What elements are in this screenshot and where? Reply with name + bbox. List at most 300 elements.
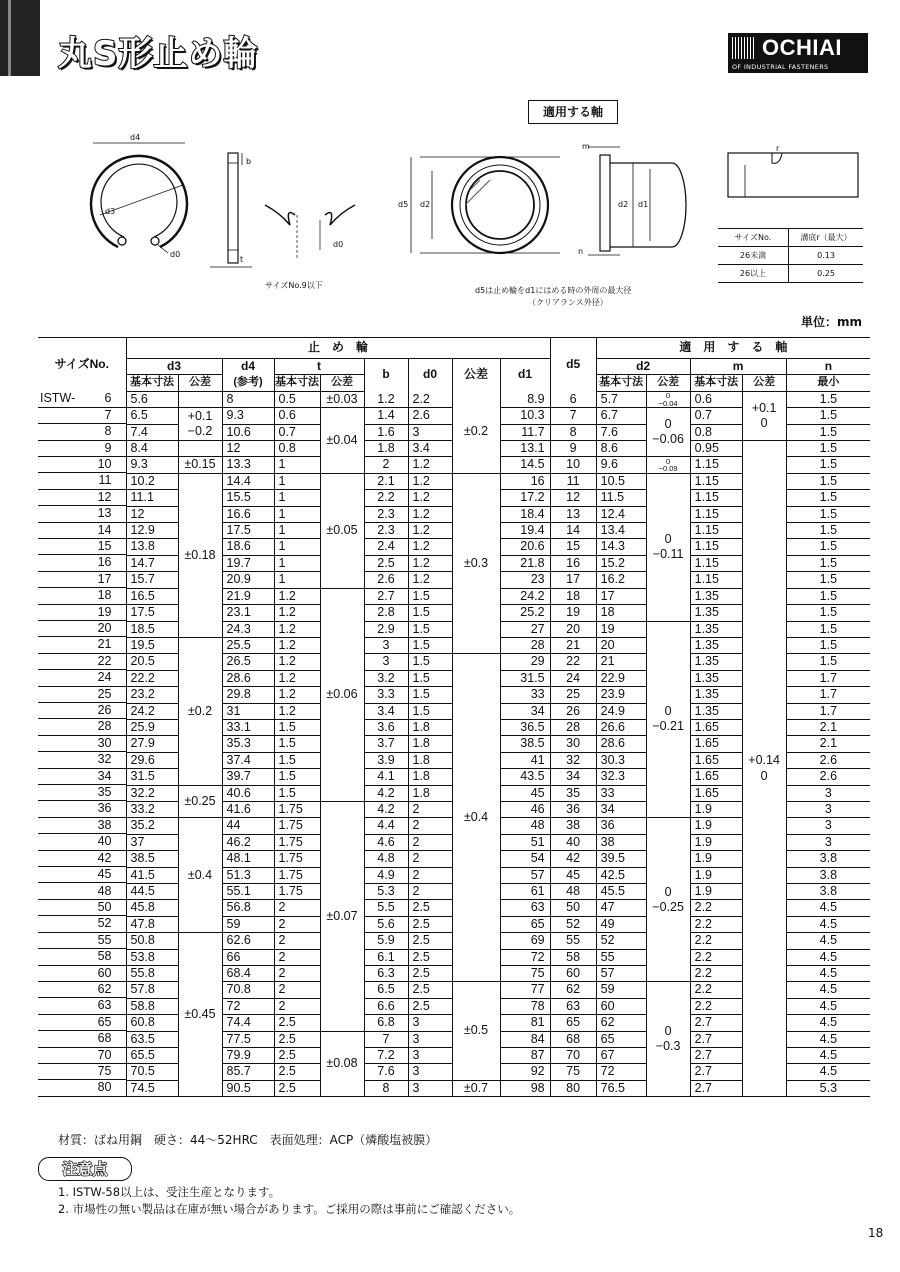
size-no-cell	[38, 654, 126, 670]
size-no-cell	[38, 1015, 126, 1031]
n-min-cell: 3	[786, 801, 870, 817]
b-cell: 6.6	[364, 998, 408, 1014]
d2-basic-cell: 24.9	[596, 703, 646, 719]
size-number: 25	[97, 686, 112, 701]
t-basic-cell: 1.2	[274, 621, 320, 637]
n-min-cell: 4.5	[786, 1015, 870, 1031]
m-basic-cell: 1.9	[690, 818, 742, 834]
size-no-cell	[38, 670, 126, 686]
d0-cell: 3	[408, 1015, 452, 1031]
label-r: r	[776, 144, 780, 153]
m-basic-cell: 2.2	[690, 949, 742, 965]
header-d3: d3	[126, 359, 222, 375]
b-cell: 4.9	[364, 867, 408, 883]
d5-cell: 29	[500, 654, 550, 670]
d3-basic-cell: 19.5	[126, 637, 178, 653]
header-t: t	[274, 359, 364, 375]
d3-basic-cell: 27.9	[126, 736, 178, 752]
size-no-cell	[38, 884, 126, 900]
d0-cell: 3.4	[408, 441, 452, 457]
size-no-cell	[38, 752, 126, 768]
n-min-cell: 2.1	[786, 736, 870, 752]
d5-cell: 27	[500, 621, 550, 637]
t-basic-cell: 1	[274, 473, 320, 489]
m-basic-cell: 0.95	[690, 441, 742, 457]
d1-cell: 65	[550, 1015, 596, 1031]
d5-cell: 23	[500, 572, 550, 588]
label-d0: d0	[170, 250, 181, 259]
d2-basic-cell: 8.6	[596, 441, 646, 457]
m-basic-cell: 1.65	[690, 719, 742, 735]
d3-basic-cell: 41.5	[126, 867, 178, 883]
applicable-shaft-label: 適用する軸	[528, 100, 618, 124]
spec-table-body	[38, 391, 870, 1096]
d4-cell: 17.5	[222, 523, 274, 539]
d2-basic-cell: 20	[596, 637, 646, 653]
d0-cell: 3	[408, 1064, 452, 1080]
n-min-cell: 1.5	[786, 555, 870, 571]
d3-basic-cell: 5.6	[126, 391, 178, 407]
d5-cell: 87	[500, 1048, 550, 1064]
d3-basic-cell: 44.5	[126, 884, 178, 900]
d3-basic-cell: 25.9	[126, 719, 178, 735]
t-basic-cell: 2	[274, 933, 320, 949]
d0-cell: 3	[408, 1031, 452, 1047]
d1-cell: 55	[550, 933, 596, 949]
size-number: 68	[97, 1031, 112, 1046]
d1-cell: 16	[550, 555, 596, 571]
t-basic-cell: 2	[274, 900, 320, 916]
b-cell: 3.4	[364, 703, 408, 719]
d0-cell: 3	[408, 1080, 452, 1096]
size-number: 48	[97, 883, 112, 898]
b-cell: 3.7	[364, 736, 408, 752]
b-cell: 7.2	[364, 1048, 408, 1064]
d1-cell: 68	[550, 1031, 596, 1047]
page-number: 18	[868, 1226, 884, 1240]
b-cell: 1.6	[364, 424, 408, 440]
m-basic-cell: 2.2	[690, 916, 742, 932]
note-item: 2. 市場性の無い製品は在庫が無い場合があります。ご採用の際は事前にご確認ください。	[58, 1202, 521, 1216]
size-no-cell	[38, 703, 126, 719]
d3-basic-cell: 58.8	[126, 998, 178, 1014]
size-no-cell	[38, 473, 126, 489]
d2-basic-cell: 65	[596, 1031, 646, 1047]
d3-basic-cell: 12.9	[126, 523, 178, 539]
d1-cell: 25	[550, 687, 596, 703]
d3-basic-cell: 33.2	[126, 801, 178, 817]
size-number: 34	[97, 768, 112, 783]
n-min-cell: 2.6	[786, 752, 870, 768]
d0-cell: 1.2	[408, 490, 452, 506]
size-no-cell	[38, 441, 126, 457]
header-d4: d4	[222, 359, 274, 375]
t-basic-cell: 1.2	[274, 654, 320, 670]
size-no-cell	[38, 621, 126, 637]
t-basic-cell: 0.7	[274, 424, 320, 440]
t-basic-cell: 2	[274, 949, 320, 965]
d2-basic-cell: 21	[596, 654, 646, 670]
size-number: 12	[97, 489, 112, 504]
d5-cell: 69	[500, 933, 550, 949]
t-tolerance-cell: ±0.06	[320, 588, 364, 801]
d2-basic-cell: 59	[596, 982, 646, 998]
d5-cell: 10.3	[500, 408, 550, 424]
b-cell: 4.6	[364, 834, 408, 850]
size-number: 18	[97, 588, 112, 603]
d5-cell: 41	[500, 752, 550, 768]
label-n: n	[578, 247, 584, 256]
t-basic-cell: 2	[274, 998, 320, 1014]
d2-basic-cell: 18	[596, 605, 646, 621]
size-no-cell	[38, 769, 126, 785]
d4-cell: 51.3	[222, 867, 274, 883]
company-logo	[728, 33, 868, 73]
d1-cell: 20	[550, 621, 596, 637]
d0-cell: 2	[408, 867, 452, 883]
m-basic-cell: 1.15	[690, 490, 742, 506]
n-min-cell: 1.5	[786, 391, 870, 407]
d5-cell: 18.4	[500, 506, 550, 522]
n-min-cell: 1.5	[786, 408, 870, 424]
d4-cell: 25.5	[222, 637, 274, 653]
d1-cell: 35	[550, 785, 596, 801]
d4-cell: 40.6	[222, 785, 274, 801]
size-no-cell	[38, 851, 126, 867]
size-number: 70	[97, 1047, 112, 1062]
ring-tolerance-cell: ±0.5	[452, 982, 500, 1080]
d3-basic-cell: 32.2	[126, 785, 178, 801]
size-number: 9	[104, 440, 112, 455]
d2-tolerance-line: 0	[664, 1023, 672, 1038]
d4-cell: 44	[222, 818, 274, 834]
d5-cell: 75	[500, 966, 550, 982]
d5-cell: 25.2	[500, 605, 550, 621]
d3-basic-cell: 16.5	[126, 588, 178, 604]
d4-cell: 72	[222, 998, 274, 1014]
d3-basic-cell: 31.5	[126, 769, 178, 785]
m-basic-cell: 2.2	[690, 998, 742, 1014]
d1-cell: 12	[550, 490, 596, 506]
n-min-cell: 1.5	[786, 523, 870, 539]
d3-basic-cell: 18.5	[126, 621, 178, 637]
d5-cell: 14.5	[500, 457, 550, 473]
d4-cell: 12	[222, 441, 274, 457]
t-basic-cell: 2	[274, 966, 320, 982]
m-basic-cell: 1.65	[690, 769, 742, 785]
d3-basic-cell: 10.2	[126, 473, 178, 489]
r-table-cell: 0.13	[789, 247, 864, 265]
b-cell: 2	[364, 457, 408, 473]
b-cell: 6.5	[364, 982, 408, 998]
size-number: 75	[97, 1063, 112, 1078]
d2-basic-cell: 16.2	[596, 572, 646, 588]
t-tolerance-cell: ±0.03	[320, 391, 364, 407]
size-number: 10	[97, 456, 112, 471]
d2-tolerance-cell	[646, 818, 690, 982]
d3-basic-cell: 9.3	[126, 457, 178, 473]
r-table-header-radius: 溝底r（最大）	[789, 229, 864, 247]
n-min-cell: 3.8	[786, 851, 870, 867]
d2-tolerance-cell	[646, 621, 690, 818]
size-number: 40	[97, 834, 112, 849]
d4-cell: 48.1	[222, 851, 274, 867]
n-min-cell: 1.5	[786, 424, 870, 440]
m-basic-cell: 1.9	[690, 851, 742, 867]
d0-cell: 2	[408, 884, 452, 900]
size-number: 19	[97, 604, 112, 619]
d2-basic-cell: 62	[596, 1015, 646, 1031]
d0-cell: 1.5	[408, 588, 452, 604]
d2-basic-cell: 72	[596, 1064, 646, 1080]
d0-cell: 1.5	[408, 637, 452, 653]
ring-tolerance-cell: ±0.7	[452, 1080, 500, 1096]
d3-tolerance-cell: ±0.25	[178, 785, 222, 818]
size-no-cell	[38, 982, 126, 998]
d3-basic-cell: 45.8	[126, 900, 178, 916]
d2-basic-cell: 6.7	[596, 408, 646, 424]
header-b: b	[364, 359, 408, 392]
d2-basic-cell: 38	[596, 834, 646, 850]
d5-cell: 57	[500, 867, 550, 883]
m-basic-cell: 2.2	[690, 933, 742, 949]
r-table-header-size: サイズNo.	[718, 229, 789, 247]
t-basic-cell: 1	[274, 572, 320, 588]
d3-basic-cell: 38.5	[126, 851, 178, 867]
d5-cell: 24.2	[500, 588, 550, 604]
t-basic-cell: 2.5	[274, 1015, 320, 1031]
d4-cell: 24.3	[222, 621, 274, 637]
t-basic-cell: 1.75	[274, 884, 320, 900]
d1-cell: 22	[550, 654, 596, 670]
label-d4: d4	[130, 133, 141, 142]
size-number: 55	[97, 932, 112, 947]
t-basic-cell: 2.5	[274, 1031, 320, 1047]
d1-cell: 40	[550, 834, 596, 850]
t-basic-cell: 1.5	[274, 752, 320, 768]
t-basic-cell: 1.2	[274, 703, 320, 719]
n-min-cell: 3	[786, 785, 870, 801]
t-basic-cell: 1	[274, 506, 320, 522]
d2-tolerance-line: −0.11	[652, 547, 684, 562]
m-basic-cell: 1.35	[690, 687, 742, 703]
m-basic-cell: 0.7	[690, 408, 742, 424]
header-d2-basic: 基本寸法	[596, 375, 646, 391]
caption-line1: d5は止め輪をd1にはめる時の外周の最大径	[475, 286, 632, 295]
d4-cell: 33.1	[222, 719, 274, 735]
d2-basic-cell: 28.6	[596, 736, 646, 752]
d4-cell: 21.9	[222, 588, 274, 604]
header-shaft: 適 用 す る 軸	[596, 338, 870, 359]
b-cell: 6.3	[364, 966, 408, 982]
d3-basic-cell: 6.5	[126, 408, 178, 424]
n-min-cell: 1.7	[786, 687, 870, 703]
size-no-cell	[38, 785, 126, 801]
d4-cell: 16.6	[222, 506, 274, 522]
label-t: t	[240, 255, 244, 264]
header-d3-basic: 基本寸法	[126, 375, 178, 391]
d3-tolerance-line: −0.2	[187, 424, 213, 439]
d3-basic-cell: 37	[126, 834, 178, 850]
d4-cell: 56.8	[222, 900, 274, 916]
size-no-cell	[38, 588, 126, 604]
r-table-cell: 26未満	[718, 247, 789, 265]
t-basic-cell: 0.5	[274, 391, 320, 407]
d5-cell: 28	[500, 637, 550, 653]
ring-tolerance-cell: ±0.4	[452, 654, 500, 982]
d2-basic-cell: 23.9	[596, 687, 646, 703]
d2-basic-cell: 67	[596, 1048, 646, 1064]
m-basic-cell: 2.7	[690, 1080, 742, 1096]
size-no-cell	[38, 1031, 126, 1047]
t-basic-cell: 2.5	[274, 1048, 320, 1064]
d3-basic-cell: 7.4	[126, 424, 178, 440]
size-number: 58	[97, 949, 112, 964]
d4-cell: 18.6	[222, 539, 274, 555]
d2-basic-cell: 12.4	[596, 506, 646, 522]
size-number: 11	[98, 473, 112, 488]
r-table-cell: 0.25	[789, 265, 864, 283]
d1-cell: 17	[550, 572, 596, 588]
b-cell: 2.3	[364, 523, 408, 539]
d3-tolerance-cell: ±0.18	[178, 473, 222, 637]
b-cell: 3.9	[364, 752, 408, 768]
d4-cell: 28.6	[222, 670, 274, 686]
size-no-cell	[38, 506, 126, 522]
d3-basic-cell: 70.5	[126, 1064, 178, 1080]
d1-cell: 75	[550, 1064, 596, 1080]
d0-cell: 2.5	[408, 966, 452, 982]
logo-mark-icon	[732, 37, 756, 59]
size-no-cell	[38, 834, 126, 850]
size-no-cell	[38, 998, 126, 1014]
header-d0: d0	[408, 359, 452, 392]
label-d2-side: d2	[618, 200, 629, 209]
d0-cell: 2	[408, 818, 452, 834]
m-tolerance-line: 0	[760, 415, 768, 430]
header-size-no: サイズNo.	[38, 338, 126, 392]
d1-cell: 32	[550, 752, 596, 768]
header-m-tol: 公差	[742, 375, 786, 391]
m-basic-cell: 0.8	[690, 424, 742, 440]
label-d1: d1	[638, 200, 649, 209]
m-tolerance-line: +0.1	[751, 400, 777, 415]
n-min-cell: 1.5	[786, 621, 870, 637]
b-cell: 4.8	[364, 851, 408, 867]
n-min-cell: 4.5	[786, 966, 870, 982]
b-cell: 2.5	[364, 555, 408, 571]
d2-tolerance-line: 0	[666, 391, 671, 401]
d5-cell: 54	[500, 851, 550, 867]
size-number: 42	[97, 850, 112, 865]
d1-cell: 13	[550, 506, 596, 522]
size-no-cell	[38, 605, 126, 621]
d1-cell: 8	[550, 424, 596, 440]
t-tolerance-cell: ±0.04	[320, 408, 364, 474]
d4-cell: 20.9	[222, 572, 274, 588]
d2-basic-cell: 30.3	[596, 752, 646, 768]
d3-tolerance-cell	[178, 408, 222, 441]
n-min-cell: 4.5	[786, 1064, 870, 1080]
m-basic-cell: 1.35	[690, 654, 742, 670]
d0-cell: 2.5	[408, 998, 452, 1014]
d4-cell: 8	[222, 391, 274, 407]
d1-cell: 45	[550, 867, 596, 883]
d5-cell: 31.5	[500, 670, 550, 686]
d0-cell: 2	[408, 834, 452, 850]
d0-cell: 2	[408, 801, 452, 817]
t-basic-cell: 1.75	[274, 834, 320, 850]
m-basic-cell: 1.35	[690, 588, 742, 604]
b-cell: 4.2	[364, 801, 408, 817]
b-cell: 8	[364, 1080, 408, 1096]
d2-basic-cell: 5.7	[596, 391, 646, 407]
d2-basic-cell: 22.9	[596, 670, 646, 686]
d1-cell: 24	[550, 670, 596, 686]
d1-cell: 42	[550, 851, 596, 867]
size-number: 50	[97, 899, 112, 914]
n-min-cell: 1.7	[786, 703, 870, 719]
d1-cell: 30	[550, 736, 596, 752]
n-min-cell: 5.3	[786, 1080, 870, 1096]
d4-cell: 29.8	[222, 687, 274, 703]
size-no-cell	[38, 736, 126, 752]
t-basic-cell: 0.6	[274, 408, 320, 424]
d1-cell: 48	[550, 884, 596, 900]
header-ring-tolerance: 公差	[452, 359, 500, 392]
b-cell: 2.9	[364, 621, 408, 637]
table-row	[38, 391, 870, 407]
d2-basic-cell: 33	[596, 785, 646, 801]
d1-cell: 36	[550, 801, 596, 817]
header-m-basic: 基本寸法	[690, 375, 742, 391]
d2-basic-cell: 19	[596, 621, 646, 637]
b-cell: 2.1	[364, 473, 408, 489]
m-basic-cell: 1.65	[690, 752, 742, 768]
d4-cell: 68.4	[222, 966, 274, 982]
d2-tolerance-line: 0	[664, 416, 672, 431]
d1-cell: 21	[550, 637, 596, 653]
d4-cell: 26.5	[222, 654, 274, 670]
d1-cell: 7	[550, 408, 596, 424]
size-number: 63	[97, 998, 112, 1013]
m-basic-cell: 1.15	[690, 473, 742, 489]
size-no-cell	[38, 457, 126, 473]
d3-tolerance-cell: ±0.15	[178, 457, 222, 473]
d4-cell: 62.6	[222, 933, 274, 949]
d1-cell: 10	[550, 457, 596, 473]
t-basic-cell: 1.2	[274, 670, 320, 686]
b-cell: 6.1	[364, 949, 408, 965]
d3-basic-cell: 24.2	[126, 703, 178, 719]
header-n-min: 最小	[786, 375, 870, 391]
d0-cell: 1.2	[408, 506, 452, 522]
d4-cell: 37.4	[222, 752, 274, 768]
b-cell: 7	[364, 1031, 408, 1047]
n-min-cell: 1.5	[786, 637, 870, 653]
d5-cell: 33	[500, 687, 550, 703]
d2-tolerance-cell	[646, 982, 690, 1097]
m-tolerance-cell	[742, 441, 786, 1097]
d1-cell: 70	[550, 1048, 596, 1064]
size-number: 20	[97, 621, 112, 635]
d0-cell: 1.5	[408, 670, 452, 686]
size-no-cell	[38, 572, 126, 588]
d3-basic-cell: 53.8	[126, 949, 178, 965]
size-number: 62	[97, 981, 112, 996]
n-min-cell: 1.5	[786, 572, 870, 588]
n-min-cell: 4.5	[786, 1031, 870, 1047]
